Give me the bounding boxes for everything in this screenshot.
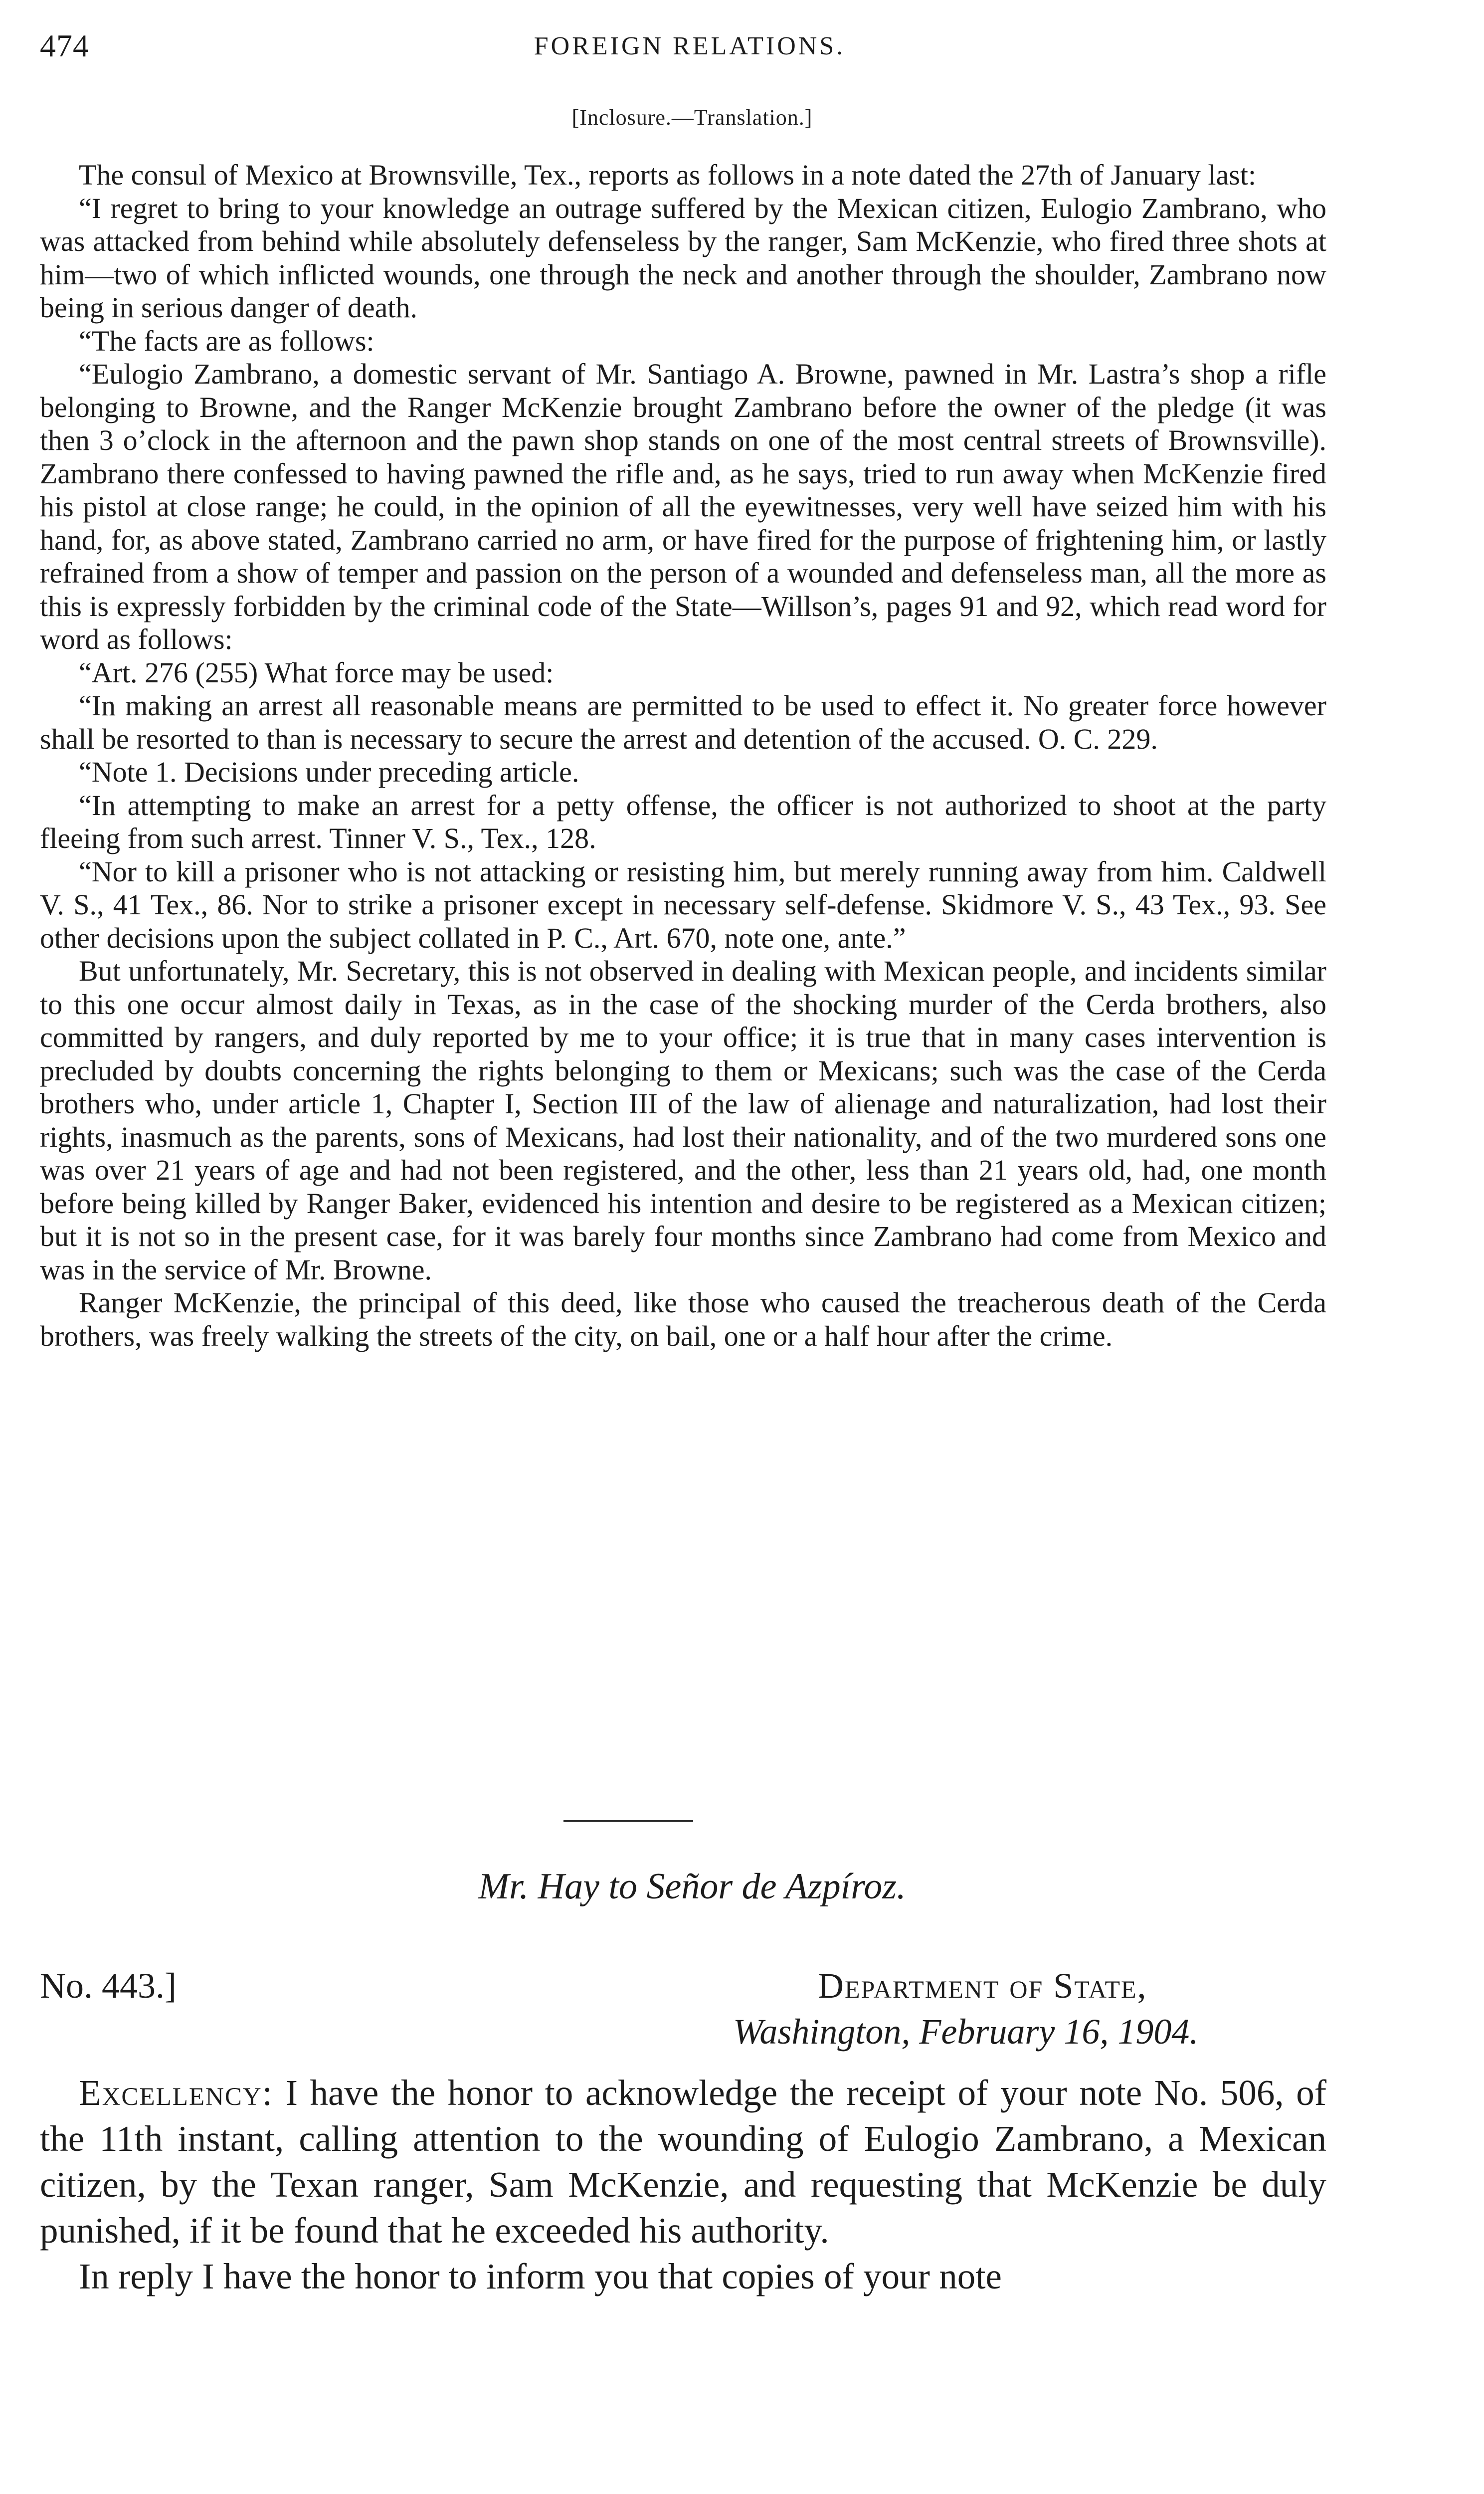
paragraph: Ranger McKenzie, the principal of this deed, like those who caused the treacherous death of the Cerda brothers, was freely walking the streets of the city, on bail, one or a half hour after the crime. [40,1286,1326,1352]
paragraph: But unfortunately, Mr. Secretary, this is not observed in dealing with Mexican people, and incidents similar to this one occur almost daily in Texas, as in the case of the shocking murder of the Cerda brothers, also committed by rangers, and duly reported by me to your office; it is true that in many cases intervention is precluded by doubts concerning the rights belonging to them or Mexicans; such was the case of the Cerda brothers who, under article 1, Chapter I, Section III of the law of alienage and naturalization, had lost their rights, inasmuch as the parents, sons of Mexicans, had lost their nationality, and of the two murdered sons one was over 21 years of age and had not been registered, and the other, less than 21 years old, had, one month before being killed by Ranger Baker, evidenced his intention and desire to be registered as a Mexican citizen; but it is not so in the present case, for it was barely four months since Zambrano had come from Mexico and was in the service of Mr. Browne. [40,955,1326,1286]
page-header [40,27,1339,82]
paragraph: The consul of Mexico at Brownsville, Tex., reports as follows in a note dated the 27th of January last: [79,159,1257,191]
section-divider [563,1820,693,1822]
department-name: Department of State, [818,1966,1147,2006]
page-number: 474 [40,28,89,63]
paragraph: “Art. 276 (255) What force may be used: [79,656,554,689]
inclosure-label: [Inclosure.—Translation.] [571,105,813,130]
letter-body [40,2070,1326,2299]
running-head: FOREIGN RELATIONS. [534,32,846,60]
enclosure-text [40,159,1326,1353]
paragraph: “Note 1. Decisions under preceding article. [79,756,579,788]
letter-heading [40,1965,1326,2060]
paragraph: “In making an arrest all reasonable means are permitted to be used to effect it. No greater force however shall be resorted to than is necessary to secure the arrest and detention of the accused. O. C. 229. [40,689,1326,755]
paragraph: “The facts are as follows: [79,324,374,357]
salutation: Excellency: [79,2073,274,2113]
paragraph: “In attempting to make an arrest for a petty offense, the officer is not authorized to shoot at the party fleeing from such arrest. Tinner V. S., Tex., 128. [40,789,1326,854]
paragraph: “I regret to bring to your knowledge an outrage suffered by the Mexican citizen, Eulogio Zambrano, who was attacked from behind while absolutely defenseless by the ranger, Sam McKenzie, who fired three shots at him—two of which inflicted wounds, one through the neck and another through the shoulder, Zambrano now being in serious danger of death. [40,192,1326,324]
dateline: Washington, February 16, 1904. [733,2012,1199,2052]
paragraph: In reply I have the honor to inform you that copies of your note [79,2256,1002,2296]
paragraph: “Eulogio Zambrano, a domestic servant of Mr. Santiago A. Browne, pawned in Mr. Lastra’s shop a rifle belonging to Browne, and the Ranger McKenzie brought Zambrano before the owner of the pledge (it was then 3 o’clock in the afternoon and the pawn shop stands on one of the most central streets of Brownsville). Zambrano there confessed to having pawned the rifle and, as he says, tried to run away when McKenzie fired his pistol at close range; he could, in the opinion of all the eyewitnesses, very well have seized him with his hand, for, as above stated, Zambrano carried no arm, or have fired for the purpose of frightening him, or lastly refrained from a show of temper and passion on the person of a wounded and defenseless man, all the more as this is expressly forbidden by the criminal code of the State—Willson’s, pages 91 and 92, which read word for word as follows: [40,358,1326,655]
paragraph: “Nor to kill a prisoner who is not attacking or resisting him, but merely running away from him. Caldwell V. S., 41 Tex., 86. Nor to strike a prisoner except in necessary self-defense. Skidmore V. S., 43 Tex., 93. See other decisions upon the subject collated in P. C., Art. 670, note one, ante.” [40,855,1326,954]
paragraph [40,2070,1326,2254]
paragraph-text: I have the honor to acknowledge the receipt of your note No. 506, of the 11th instant, calling attention to the wounding of Eulogio Zambrano, a Mexican citizen, by the Texan ranger, Sam McKenzie, and requesting that McKenzie be duly punished, if it be found that he exceeded his authority. [40,2073,1327,2251]
letter-number: No. 443.] [40,1966,177,2006]
letter-title: Mr. Hay to Señor de Azpíroz. [478,1866,906,1907]
